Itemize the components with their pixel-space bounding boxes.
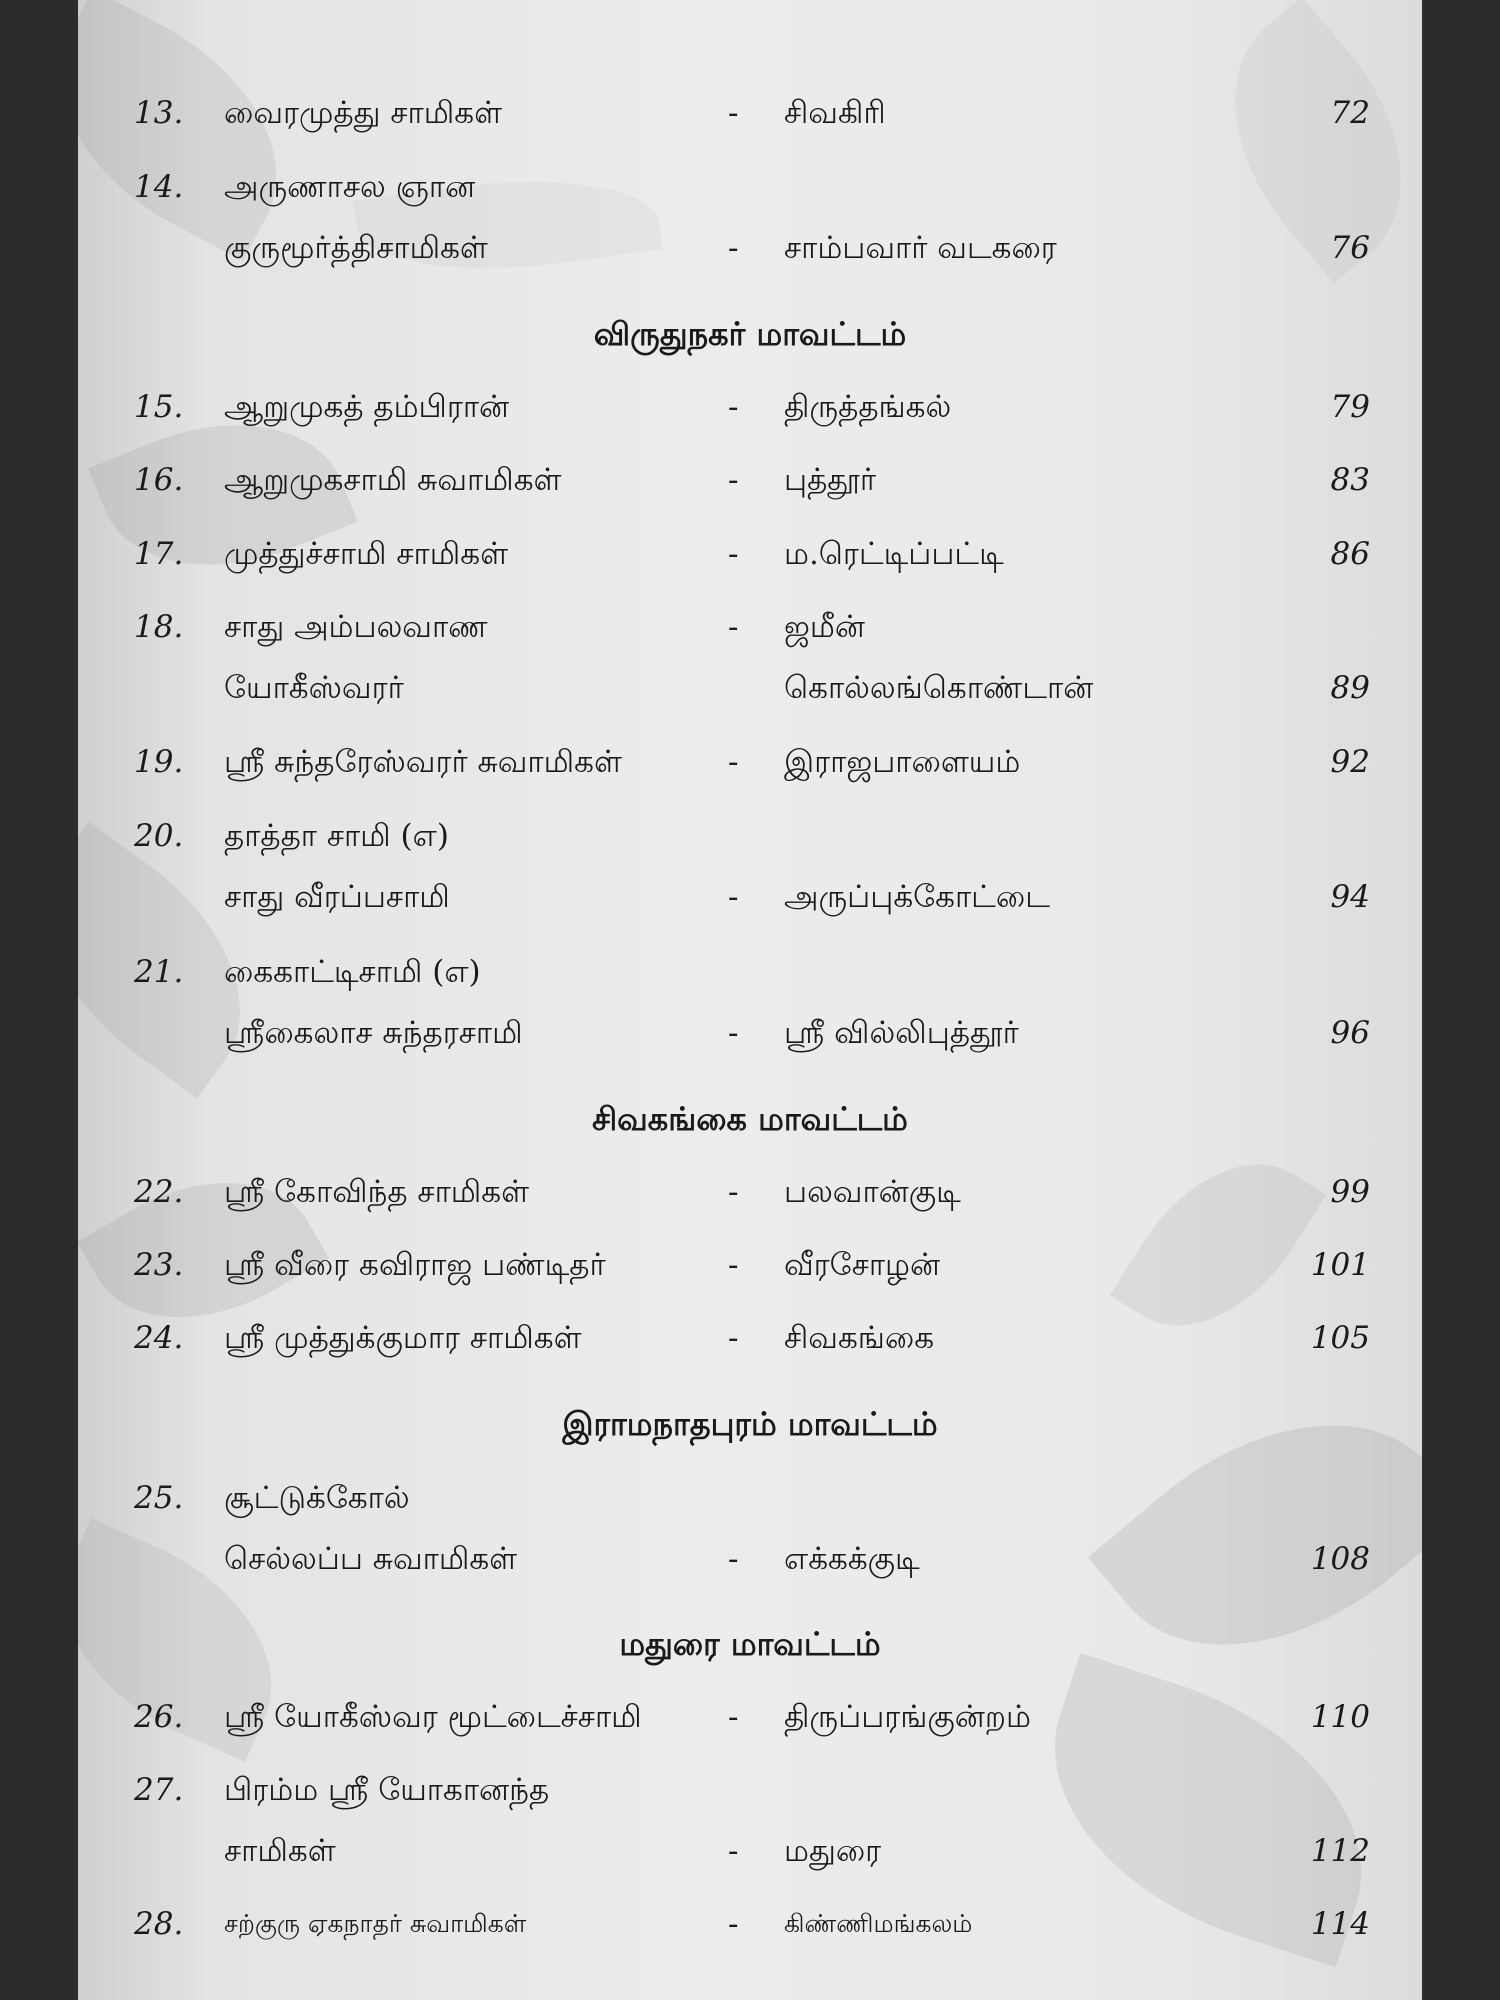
entry-number: 19.: [134, 744, 184, 780]
toc-entry-14-cont: [78, 227, 1422, 269]
entry-dash: -: [728, 1174, 739, 1210]
entry-dash: -: [728, 536, 739, 572]
entry-place: இராஜபாளையம்: [784, 744, 1021, 780]
entry-dash: -: [728, 95, 739, 131]
toc-entry-21-cont: [78, 1012, 1422, 1054]
entry-number: 14.: [134, 169, 184, 205]
district-heading-madurai: மதுரை மாவட்டம்: [619, 1625, 881, 1663]
entry-name: வைரமுத்து சாமிகள்: [224, 95, 503, 131]
district-heading-ramanathapuram: இராமநாதபுரம் மாவட்டம்: [562, 1405, 938, 1443]
entry-place: வீரசோழன்: [784, 1247, 941, 1283]
entry-dash: -: [728, 1541, 739, 1577]
entry-dash: -: [728, 609, 739, 645]
toc-entry-18: [78, 606, 1422, 648]
entry-dash: -: [728, 1699, 739, 1735]
entry-page-number: 108: [1310, 1541, 1370, 1577]
entry-page-number: 94: [1330, 879, 1370, 915]
entry-name-cont: குருமூர்த்திசாமிகள்: [224, 230, 488, 266]
entry-page-number: 105: [1310, 1320, 1370, 1356]
toc-entry-25-cont: [78, 1538, 1422, 1580]
entry-place-cont: கொல்லங்கொண்டான்: [784, 670, 1094, 706]
entry-name: கைகாட்டிசாமி (எ): [224, 954, 481, 990]
district-heading-virudhunagar: விருதுநகர் மாவட்டம்: [593, 315, 907, 353]
entry-name: பிரம்ம ஸ்ரீ யோகானந்த: [224, 1772, 550, 1808]
toc-entry-18-cont: [78, 667, 1422, 709]
entry-number: 17.: [134, 536, 184, 572]
entry-dash: -: [728, 1906, 739, 1942]
entry-name: ஸ்ரீ சுந்தரேஸ்வரர் சுவாமிகள்: [224, 744, 622, 780]
entry-place: ம.ரெட்டிப்பட்டி: [784, 536, 1004, 572]
entry-number: 13.: [134, 95, 184, 131]
entry-name-cont: யோகீஸ்வரர்: [224, 670, 404, 706]
entry-name-cont: ஸ்ரீகைலாச சுந்தரசாமி: [224, 1015, 523, 1051]
entry-name-cont: சாது வீரப்பசாமி: [224, 879, 450, 915]
toc-entry-27-cont: [78, 1830, 1422, 1872]
entry-name: சற்குரு ஏகநாதர் சுவாமிகள்: [224, 1909, 527, 1938]
toc-entry-15: [78, 386, 1422, 428]
entry-number: 22.: [134, 1174, 184, 1210]
toc-entry-24: [78, 1317, 1422, 1359]
entry-dash: -: [728, 1015, 739, 1051]
entry-number: 28.: [134, 1906, 184, 1942]
entry-page-number: 86: [1330, 536, 1370, 572]
entry-place: புத்தூர்: [784, 462, 877, 498]
entry-place: சாம்பவார் வடகரை: [784, 230, 1057, 266]
entry-number: 26.: [134, 1699, 184, 1735]
entry-number: 25.: [134, 1480, 184, 1516]
entry-name: சூட்டுக்கோல்: [224, 1480, 410, 1516]
entry-place: எக்கக்குடி: [784, 1541, 920, 1577]
toc-entry-21: [78, 951, 1422, 993]
entry-name: ஆறுமுகசாமி சுவாமிகள்: [224, 462, 562, 498]
toc-entry-20: [78, 815, 1422, 857]
entry-number: 27.: [134, 1772, 184, 1808]
entry-place: திருப்பரங்குன்றம்: [784, 1699, 1031, 1735]
entry-place: ஸ்ரீ வில்லிபுத்தூர்: [784, 1015, 1019, 1051]
toc-entry-14: [78, 166, 1422, 208]
entry-dash: -: [728, 1320, 739, 1356]
toc-entry-20-cont: [78, 876, 1422, 918]
entry-page-number: 76: [1330, 230, 1370, 266]
toc-entry-28: [78, 1903, 1422, 1945]
entry-place: சிவகங்கை: [784, 1320, 935, 1356]
entry-page-number: 114: [1310, 1906, 1370, 1942]
entry-page-number: 101: [1310, 1247, 1370, 1283]
entry-page-number: 79: [1330, 389, 1370, 425]
entry-dash: -: [728, 1247, 739, 1283]
entry-dash: -: [728, 744, 739, 780]
entry-number: 20.: [134, 818, 184, 854]
entry-name: ஸ்ரீ வீரை கவிராஜ பண்டிதர்: [224, 1247, 606, 1283]
toc-entry-23: [78, 1244, 1422, 1286]
entry-page-number: 92: [1330, 744, 1370, 780]
entry-page-number: 110: [1310, 1699, 1370, 1735]
entry-number: 21.: [134, 954, 184, 990]
entry-name: ஸ்ரீ யோகீஸ்வர மூட்டைச்சாமி: [224, 1699, 642, 1735]
entry-number: 18.: [134, 609, 184, 645]
entry-place: ஜமீன்: [784, 609, 865, 645]
entry-place: பலவான்குடி: [784, 1174, 961, 1210]
entry-page-number: 112: [1310, 1833, 1370, 1869]
entry-place: மதுரை: [784, 1833, 882, 1869]
toc-entry-26: [78, 1696, 1422, 1738]
toc-entry-22: [78, 1171, 1422, 1213]
entry-number: 15.: [134, 389, 184, 425]
entry-name-cont: செல்லப்ப சுவாமிகள்: [224, 1541, 518, 1577]
entry-name: ஆறுமுகத் தம்பிரான்: [224, 389, 510, 425]
entry-dash: -: [728, 389, 739, 425]
district-heading-sivagangai: சிவகங்கை மாவட்டம்: [592, 1100, 908, 1138]
toc-entry-19: [78, 741, 1422, 783]
toc-entry-27: [78, 1769, 1422, 1811]
entry-page-number: 72: [1330, 95, 1370, 131]
toc-entry-16: [78, 459, 1422, 501]
entry-name: முத்துச்சாமி சாமிகள்: [224, 536, 509, 572]
toc-entry-25: [78, 1477, 1422, 1519]
entry-dash: -: [728, 1833, 739, 1869]
entry-dash: -: [728, 879, 739, 915]
entry-dash: -: [728, 462, 739, 498]
entry-name: தாத்தா சாமி (எ): [224, 818, 449, 854]
entry-number: 24.: [134, 1320, 184, 1356]
entry-page-number: 83: [1330, 462, 1370, 498]
entry-name: ஸ்ரீ முத்துக்குமார சாமிகள்: [224, 1320, 582, 1356]
entry-place: கிண்ணிமங்கலம்: [784, 1909, 973, 1938]
entry-page-number: 89: [1330, 670, 1370, 706]
entry-dash: -: [728, 230, 739, 266]
entry-name-cont: சாமிகள்: [224, 1833, 336, 1869]
entry-place: அருப்புக்கோட்டை: [784, 879, 1050, 915]
entry-name: அருணாசல ஞான: [224, 169, 476, 205]
entry-name: ஸ்ரீ கோவிந்த சாமிகள்: [224, 1174, 530, 1210]
entry-page-number: 96: [1330, 1015, 1370, 1051]
toc-entry-17: [78, 533, 1422, 575]
entry-place: சிவகிரி: [784, 95, 886, 131]
entry-number: 23.: [134, 1247, 184, 1283]
entry-number: 16.: [134, 462, 184, 498]
book-page: [78, 0, 1422, 2000]
entry-name: சாது அம்பலவாண: [224, 609, 488, 645]
entry-place: திருத்தங்கல்: [784, 389, 952, 425]
toc-entry-13: [78, 92, 1422, 134]
entry-page-number: 99: [1330, 1174, 1370, 1210]
